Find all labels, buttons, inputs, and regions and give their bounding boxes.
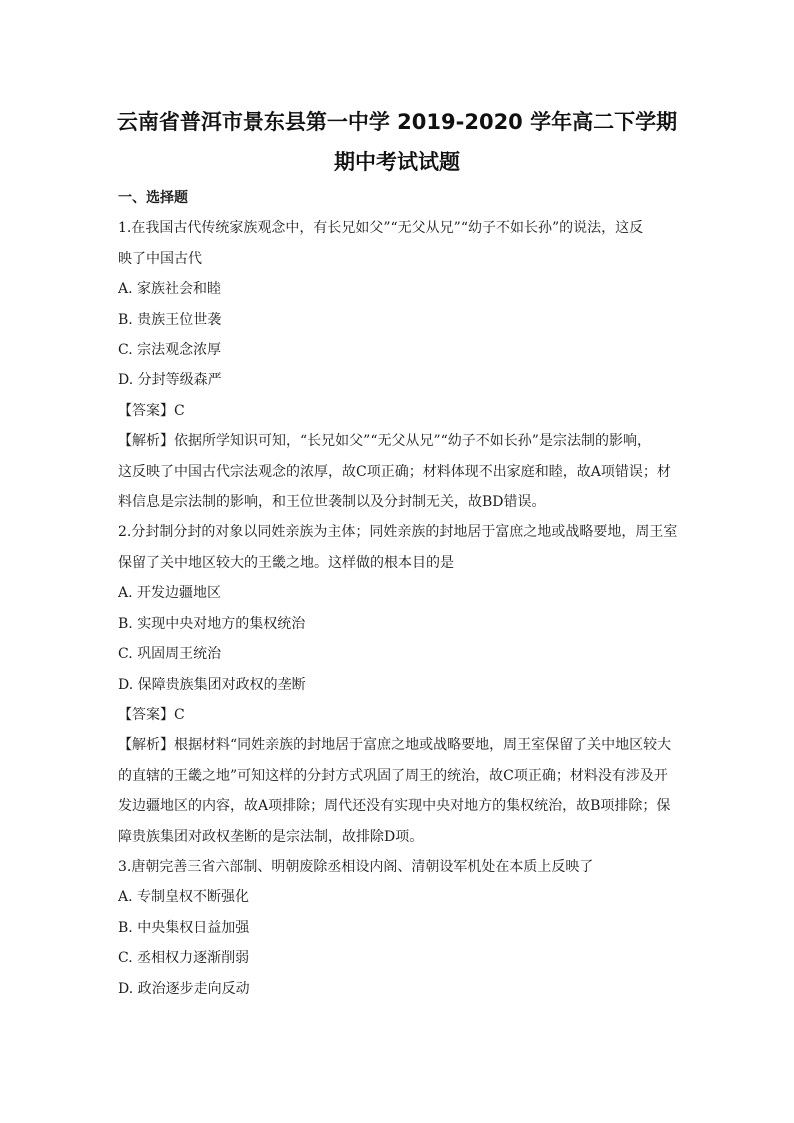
option-b: B. 贵族王位世袭: [118, 311, 222, 328]
document-title-line2: 期中考试试题: [334, 150, 460, 174]
analysis-line: 料信息是宗法制的影响，和王位世袭制以及分封制无关，故BD错误。: [118, 494, 546, 511]
analysis-text: 根据材料“同姓亲族的封地居于富庶之地或战略要地，周王室保留了关中地区较大: [174, 737, 672, 754]
option-c: C. 巩固周王统治: [118, 646, 222, 663]
option-a: A. 专制皇权不断强化: [118, 889, 250, 906]
answer-value: C: [174, 706, 185, 723]
question-stem-line: 1.在我国古代传统家族观念中，有长兄如父”“无父从兄”“幼子不如长孙”的说法，这反: [118, 220, 644, 237]
answer-line: [118, 396, 683, 426]
analysis-label: 【解析】: [118, 433, 174, 450]
question-stem-line: 保留了关中地区较大的王畿之地。这样做的根本目的是: [118, 554, 454, 571]
analysis-label: 【解析】: [118, 737, 174, 754]
analysis-line: 障贵族集团对政权垄断的是宗法制，故排除D项。: [118, 828, 424, 845]
option-d: D. 保障贵族集团对政权的垄断: [118, 676, 306, 693]
option-d: D. 分封等级森严: [118, 372, 222, 389]
question-2: [118, 517, 683, 851]
answer-value: C: [174, 402, 185, 419]
analysis-line: [118, 426, 683, 456]
option-a: A. 家族社会和睦: [118, 281, 222, 298]
analysis-line: 这反映了中国古代宗法观念的浓厚，故C项正确；材料体现不出家庭和睦，故A项错误；材: [118, 463, 671, 480]
question-1: [118, 213, 683, 517]
option-c: C. 丞相权力逐渐削弱: [118, 950, 250, 967]
option-d: D. 政治逐步走向反动: [118, 980, 250, 997]
analysis-line: 发边疆地区的内容，故A项排除；周代还没有实现中央对地方的集权统治，故B项排除；保: [118, 798, 671, 815]
option-b: B. 中央集权日益加强: [118, 919, 250, 936]
question-3: [118, 852, 683, 1004]
document-title-line1: 云南省普洱市景东县第一中学 2019-2020 学年高二下学期: [116, 110, 678, 134]
question-stem-line: 2.分封制分封的对象以同姓亲族为主体；同姓亲族的封地居于富庶之地或战略要地，周王室: [118, 524, 678, 541]
question-stem-line: 映了中国古代: [118, 250, 202, 267]
analysis-text: 依据所学知识可知，“长兄如父”“无父从兄”“幼子不如长孙”是宗法制的影响，: [174, 433, 651, 450]
option-a: A. 开发边疆地区: [118, 585, 222, 602]
section-heading: 一、选择题: [118, 190, 188, 206]
answer-line: [118, 700, 683, 730]
answer-label: 【答案】: [118, 402, 174, 419]
question-stem-line: 3.唐朝完善三省六部制、明朝废除丞相设内阁、清朝设军机处在本质上反映了: [118, 858, 594, 875]
option-c: C. 宗法观念浓厚: [118, 342, 222, 359]
option-b: B. 实现中央对地方的集权统治: [118, 615, 306, 632]
analysis-line: [118, 730, 683, 760]
analysis-line: 的直辖的王畿之地”可知这样的分封方式巩固了周王的统治，故C项正确；材料没有涉及开: [118, 767, 668, 784]
document-body: [118, 183, 683, 1004]
answer-label: 【答案】: [118, 706, 174, 723]
